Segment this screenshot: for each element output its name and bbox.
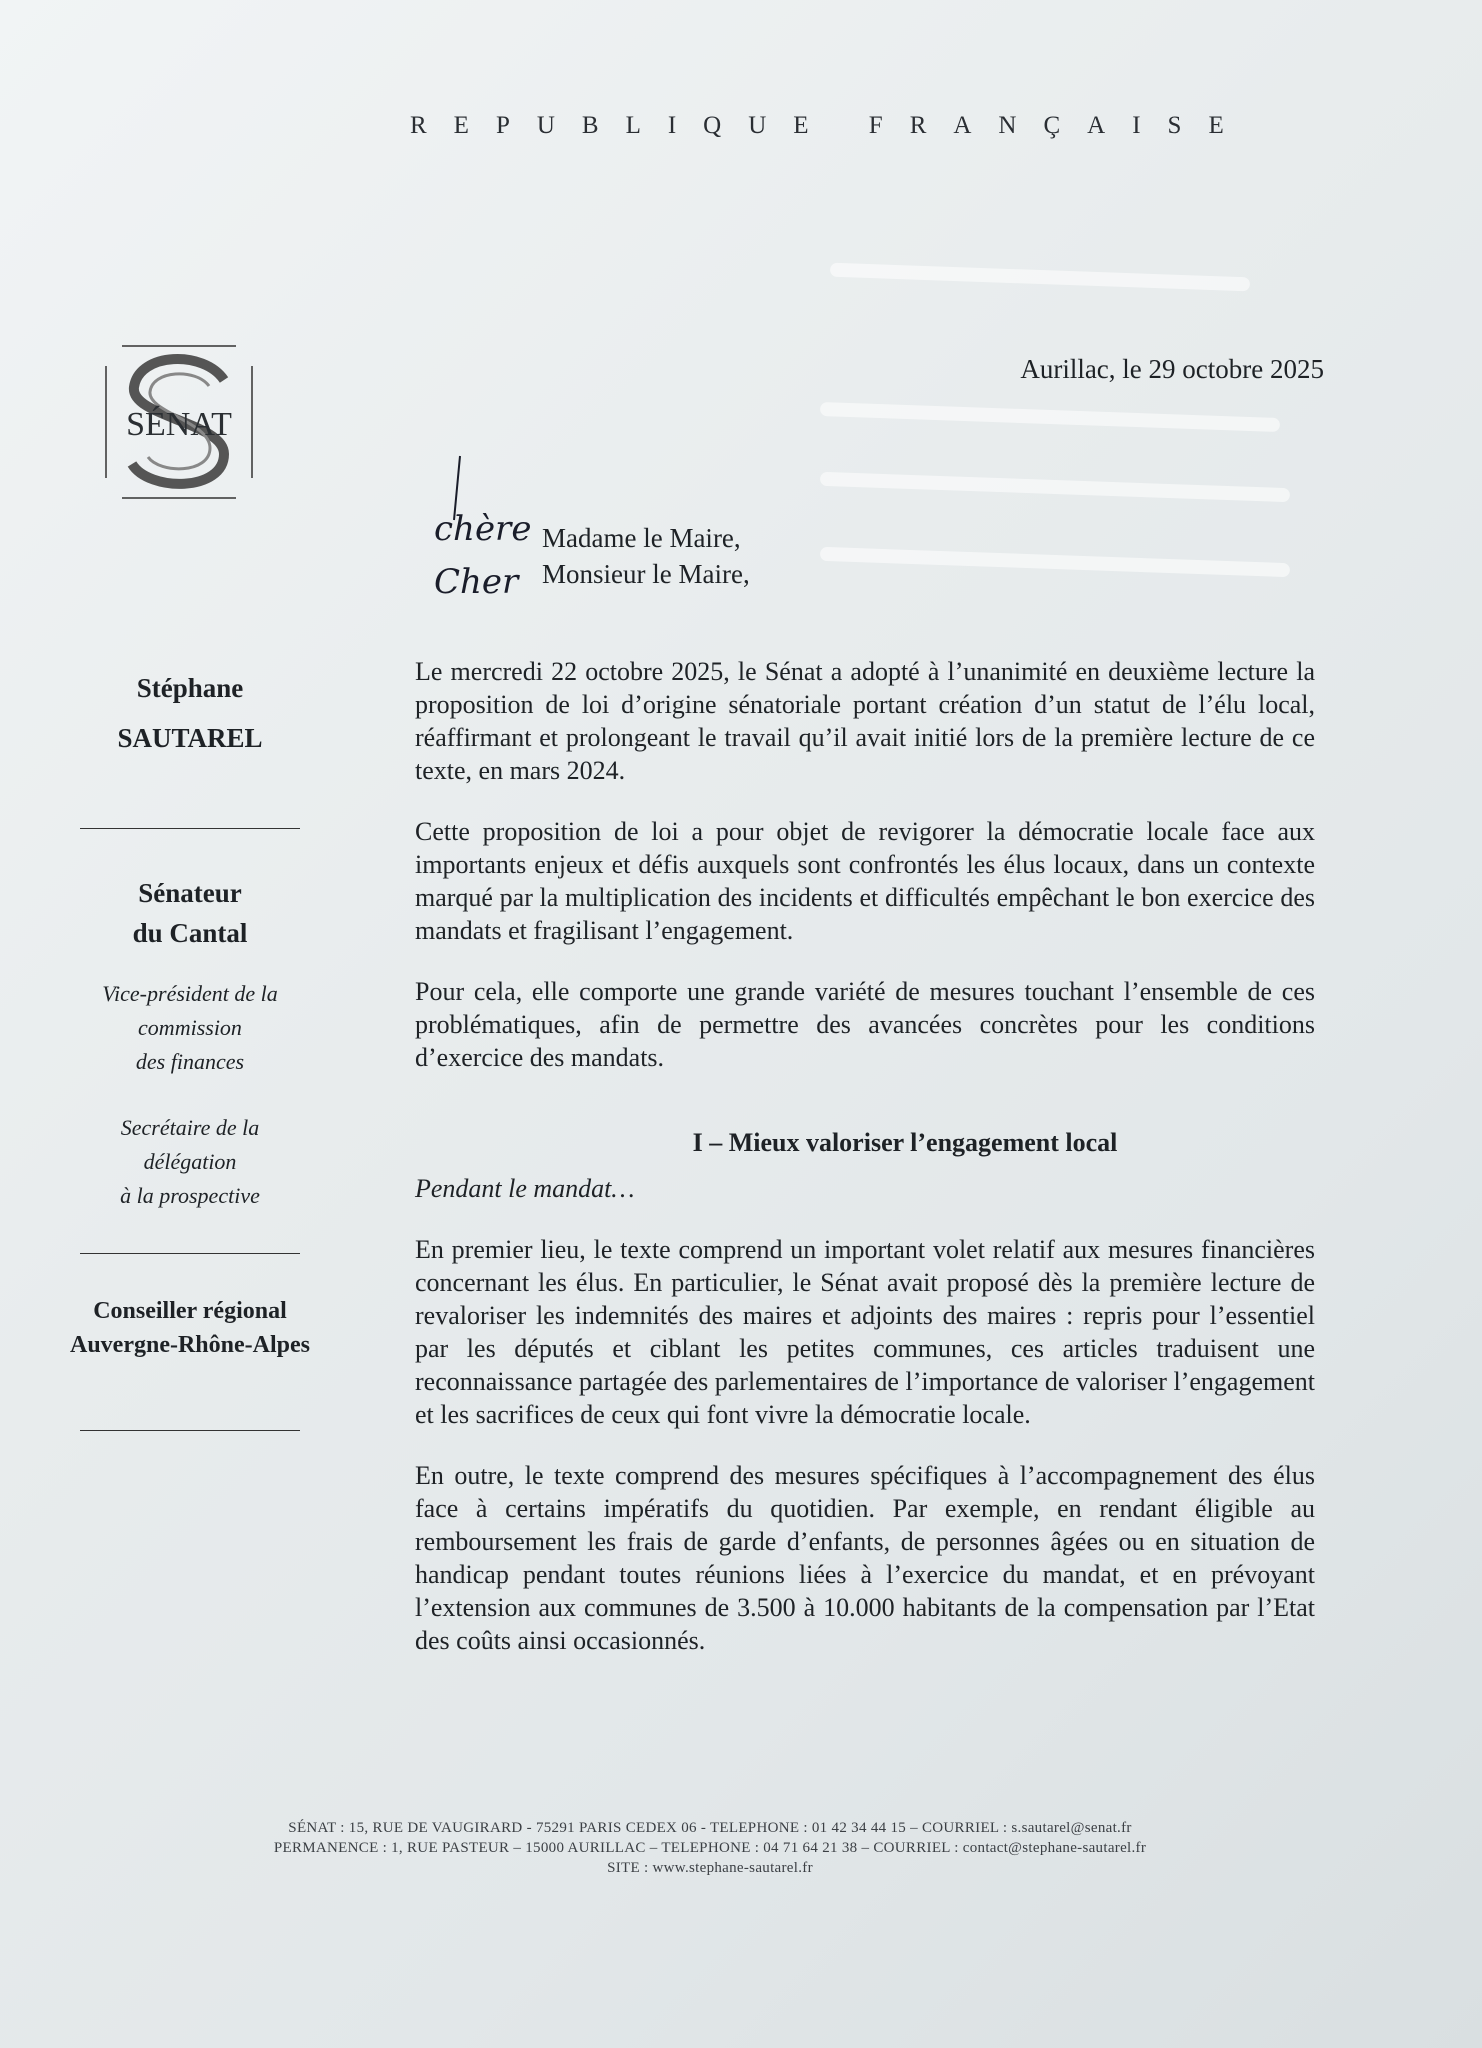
body-paragraph: Le mercredi 22 octobre 2025, le Sénat a adopté à l’unanimité en deuxième lecture la proposition de loi d’origine sénatoriale portant création d’un statut de l’élu local, réaffirmant et prolongeant le travail qu’il avait initié lors de la première lecture de ce texte, en mars 2024.	[415, 657, 1315, 785]
regional-title: Conseiller régional	[93, 1298, 287, 1324]
handwritten-greeting	[430, 448, 540, 608]
svg-text:SÉNAT: SÉNAT	[126, 406, 232, 443]
salutation-line: Monsieur le Maire,	[542, 559, 750, 589]
body-paragraph: En premier lieu, le texte comprend un important volet relatif aux mesures financières concernant les élus. En particulier, le Sénat avait proposé dès la première lecture de revaloriser les indemnités des maires et adjoints des maires : repris pour l’essentiel par les députés et ciblant les petites communes, ces articles traduisent une reconnaissance partagée des parlementaires de l’importance de valoriser l’engagement et les sacrifices de ceux qui font vivre la démocratie locale.	[415, 1235, 1315, 1429]
secretary-title: à la prospective	[120, 1183, 260, 1208]
salutation	[542, 520, 750, 592]
footer-line: PERMANENCE : 1, RUE PASTEUR – 15000 AURILLAC – TELEPHONE : 04 71 64 21 38 – COURRIEL : contact@stephane-sautarel.fr	[273, 1840, 1147, 1856]
svg-text:Cher: Cher	[434, 562, 519, 602]
secretary-title: délégation	[143, 1149, 237, 1174]
svg-text:chère: chère	[434, 509, 532, 549]
footer-line: SITE : www.stephane-sautarel.fr	[607, 1860, 813, 1876]
letter-footer	[200, 1818, 1220, 1878]
republique-heading: REPUBLIQUE FRANÇAISE	[410, 112, 1251, 139]
body-paragraph: Pour cela, elle comporte une grande variété de mesures touchant l’ensemble de ces problématiques, afin de permettre des avancées concrètes pour les conditions d’exercice des mandats.	[415, 977, 1315, 1072]
senat-logo-icon	[104, 342, 254, 502]
subheading: Pendant le mandat…	[415, 1174, 635, 1203]
secretary-title: Secrétaire de la	[120, 1115, 260, 1140]
sender-role: Sénateur	[138, 878, 242, 908]
divider	[80, 1253, 300, 1254]
regional-title: Auvergne-Rhône-Alpes	[70, 1332, 310, 1358]
body-paragraph: Cette proposition de loi a pour objet de revigorer la démocratie locale face aux importants enjeux et défis auxquels sont confrontés les élus locaux, dans un contexte marqué par la multiplication des incidents et difficultés empêchant le bon exercice des mandats et fragilisant l’engagement.	[415, 817, 1315, 945]
sender-last-name: SAUTAREL	[117, 723, 263, 753]
letter-body	[415, 655, 1315, 1685]
sender-sidebar	[40, 668, 340, 1431]
divider	[80, 1430, 300, 1431]
salutation-line: Madame le Maire,	[542, 523, 741, 553]
vp-title: Vice-président de la	[102, 981, 278, 1006]
sender-first-name: Stéphane	[136, 673, 244, 703]
vp-title: commission	[138, 1015, 242, 1040]
letter-date: Aurillac, le 29 octobre 2025	[1020, 354, 1324, 384]
section-title: I – Mieux valoriser l’engagement local	[692, 1128, 1118, 1157]
vp-title: des finances	[135, 1049, 245, 1074]
divider	[80, 828, 300, 829]
body-paragraph: En outre, le texte comprend des mesures spécifiques à l’accompagnement des élus face à certains impératifs du quotidien. Par exemple, en rendant éligible au remboursement les frais de garde d’enfants, de personnes âgées ou en situation de handicap pendant toutes réunions liées à l’exercice du mandat, et en prévoyant l’extension aux communes de 3.500 à 10.000 habitants de la compensation par l’Etat des coûts ainsi occasionnés.	[415, 1461, 1315, 1655]
sender-role: du Cantal	[132, 918, 248, 948]
footer-line: SÉNAT : 15, RUE DE VAUGIRARD - 75291 PARIS CEDEX 06 - TELEPHONE : 01 42 34 44 15 – COURRIEL : s.sautarel@senat.fr	[288, 1820, 1132, 1836]
